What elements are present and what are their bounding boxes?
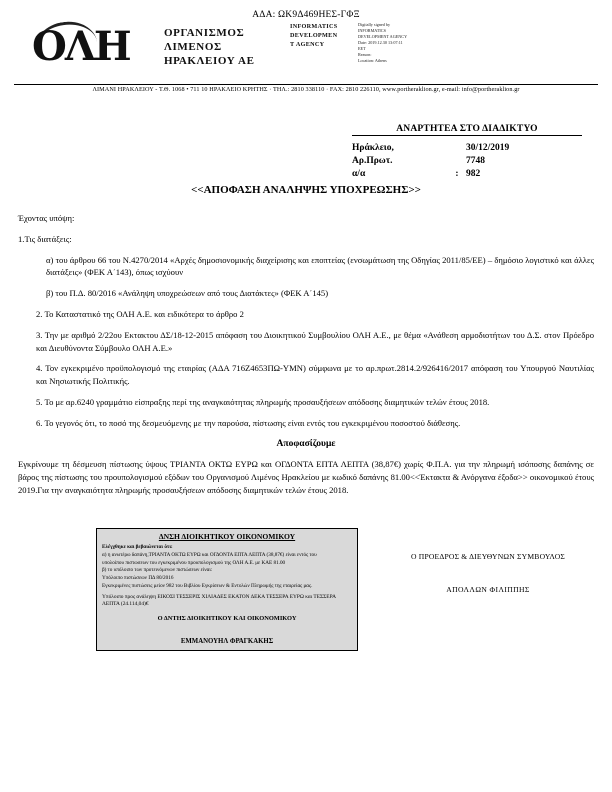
date-label: Ηράκλειο, bbox=[352, 143, 394, 153]
serial-value: 982 bbox=[466, 169, 481, 179]
organization-logo bbox=[32, 22, 172, 80]
header-row-serial bbox=[352, 169, 582, 179]
body-final-paragraph: Εγκρίνουμε τη δέσμευση πίστωσης ύψους ΤΡΙΑΝΤΑ ΟΚΤΩ ΕΥΡΩ και ΟΓΔΟΝΤΑ ΕΠΤΑ ΛΕΠΤΑ (38,87€) χωρίς Φ.Π.Α. για την πληρωμή ισόποσης δαπάνης σε βάρος της πίστωσης του προυπολογισμού εξόδων του Οργανισμού Λιμένος Ηρακλείου με κωδικό δαπάνης 81.00<<Έκτακτα & Ανόργανα έξοδα>> οικονομικού έτους 2019.Για την αναγκαιότητα πληρωμής προσαυξήσεων απόδοσης διαμητικών τελών έτους 2018. bbox=[18, 459, 594, 495]
signature-line-1: Digitally signed by bbox=[358, 22, 391, 27]
stamp-signatory-role: Ο ΔΝΤΗΣ ΔΙΟΙΚΗΤΙΚΟΥ ΚΑΙ ΟΙΚΟΝΟΜΙΚΟΥ bbox=[157, 614, 297, 622]
stamp-signatory-name: ΕΜΜΑΝΟΥΗΛ ΦΡΑΓΚΑΚΗΣ bbox=[180, 637, 274, 645]
signature-line-6: Reason: bbox=[358, 52, 372, 57]
body-intro: Έχοντας υπόψη: bbox=[18, 213, 75, 223]
page-title: <<ΑΠΟΦΑΣΗ ΑΝΑΛΗΨΗΣ ΥΠΟΧΡΕΩΣΗΣ>> bbox=[191, 184, 421, 196]
body-item-6: 6. Το γεγονός ότι, το ποσό της δεσμευόμενης με την παρούσα, πίστωσης είναι εντός του εγκεκριμένου ποσοστού διάθεσης. bbox=[36, 417, 461, 428]
header-row-date bbox=[352, 143, 582, 153]
signatory-role: Ο ΠΡΟΕΔΡΟΣ & ΔΙΕΥΘΥΝΩΝ ΣΥΜΒΟΥΛΟΣ bbox=[410, 552, 566, 561]
letterhead-contact-info: ΛΙΜΑΝΙ ΗΡΑΚΛΕΙΟΥ - Τ.Θ. 1068 • 711 10 ΗΡΑΚΛΕΙΟ ΚΡΗΤΗΣ · ΤΗΛ.: 2810 338110 · FAX: 2810 226110, www.portheraklion.gr, e-mail: info@portheraklion.gr bbox=[92, 86, 520, 93]
letterhead-divider bbox=[14, 84, 598, 85]
body-item-1a: α) του άρθρου 66 του Ν.4270/2014 «Αρχές δημοσιονομικής διαχείρισης και εποπτείας (ενσωμάτωση της Οδηγίας 2011/85/ΕΕ) – δημόσιο λογιστικό και άλλες διατάξεις» (ΦΕΚ Α΄143), όπως ισχύουν bbox=[46, 254, 594, 278]
signatory-name: ΑΠΟΛΛΩΝ ΦΙΛΙΠΠΗΣ bbox=[446, 585, 530, 594]
approval-stamp-box bbox=[96, 528, 358, 651]
ada-code: ΑΔΑ: ΩΚ9Δ469ΗΕΣ-ΓΦΞ bbox=[252, 10, 360, 20]
header-rows bbox=[352, 143, 582, 179]
protocol-label: Αρ.Πρωτ. bbox=[352, 156, 393, 166]
serial-separator: : bbox=[455, 169, 459, 179]
signature-line-4: Date: 2019.12.30 13:07:11 bbox=[358, 40, 403, 45]
organization-name bbox=[164, 26, 255, 68]
signature-line-7: Location: Athens bbox=[358, 58, 387, 63]
signature-line-3: DEVELOPMENT AGENCY bbox=[358, 34, 408, 39]
date-separator bbox=[448, 143, 466, 153]
signing-agency-name bbox=[290, 22, 338, 49]
protocol-separator bbox=[448, 156, 466, 166]
stamp-title: ΔΝΣΗ ΔΙΟΙΚΗΤΙΚΟΥ ΟΙΚΟΝΟΜΙΚΟΥ bbox=[158, 532, 296, 541]
agency-en-line-1: INFORMATICS bbox=[290, 23, 338, 30]
document-header-block bbox=[352, 124, 582, 182]
date-value: 30/12/2019 bbox=[466, 143, 510, 153]
org-name-line-1: ΟΡΓΑΝΙΣΜΟΣ bbox=[164, 27, 245, 39]
digital-signature-details bbox=[358, 22, 478, 64]
signature-line-5: EET bbox=[358, 46, 366, 51]
logo-glyph: ΟΛΗ bbox=[32, 23, 130, 70]
stamp-line-2: υπολοίπου πιστωσεων του εγκεκριμένου προυπολογισμού της ΟΛΗ Α.Ε. με ΚΑΕ 81.00 bbox=[102, 559, 286, 566]
stamp-line-3: β) το υπόλοιπο των προτεινόμενων πιστώσεων είναι: bbox=[102, 567, 213, 574]
decision-heading: Αποφασίζουμε bbox=[276, 438, 336, 449]
publication-notice: ΑΝΑΡΤΗΤΕΑ ΣΤΟ ΔΙΑΔΙΚΤΥΟ bbox=[352, 124, 582, 136]
body-item-1: 1.Τις διατάξεις: bbox=[18, 233, 72, 244]
document-body bbox=[18, 212, 594, 505]
org-name-line-3: ΗΡΑΚΛΕΙΟΥ ΑΕ bbox=[164, 55, 255, 67]
stamp-subtitle: Ελέγχθηκε και βεβαιώνεται ότι: bbox=[102, 544, 173, 550]
stamp-line-4: Υπόλοιπο πιστώσεων ΠΔ 80/2016 bbox=[102, 575, 174, 582]
body-item-2: 2. Το Καταστατικό της ΟΛΗ Α.Ε. και ειδικότερα το άρθρο 2 bbox=[36, 308, 244, 319]
agency-en-line-3: T AGENCY bbox=[290, 41, 325, 48]
agency-en-line-2: DEVELOPMEN bbox=[290, 32, 338, 39]
body-item-5: 5. Το με αρ.6240 γραμμάτιο είσπραξης περί της αναγκαιότητας πληρωμής προσαυξήσεων απόδοσης διαμητικών τελών έτους 2018. bbox=[36, 396, 490, 407]
body-item-3: 3. Την με αριθμό 2/22ου Εκτακτου ΔΣ/18-12-2015 απόφαση του Διοικητικού Συμβουλίου ΟΛΗ Α.Ε., με θέμα «Ανάθεση αρμοδιοτήτων του Δ.Σ. στον Πρόεδρο και Διευθύνοντα Σύμβουλο ΟΛΗ Α.Ε.» bbox=[36, 329, 594, 353]
stamp-line-5: Εγκεκριμένες πιστώσεις μείον 982 του Βιβλίου Εγκρίσεων & Εντολών Πληρωμής της εταιρείας μας. bbox=[102, 582, 313, 589]
serial-label: α/α bbox=[352, 169, 366, 179]
body-item-4: 4. Τον εγκεκριμένο προϋπολογισμό της εταιρίας (ΑΔΑ 716Ζ4653ΠΩ-ΥΜΝ) σύμφωνα με το αρ.πρωτ.2814.2/926416/2017 απόφαση του Υπουργού Ναυτιλίας και Νησιωτικής Πολιτικής. bbox=[36, 363, 594, 387]
signature-line-2: INFORMATICS bbox=[358, 28, 386, 33]
stamp-remaining-amount: Υπόλοιπο προς ανάληψη ΕΙΚΟΣΙ ΤΕΣΣΕΡΙΣ ΧΙΛΙΑΔΕΣ ΕΚΑΤΟΝ ΔΕΚΑ ΤΕΣΣΕΡΑ ΕΥΡΩ και ΤΕΣΣΕΡΑ ΛΕΠΤΑ (24.114,04)€ bbox=[102, 594, 336, 608]
signature-block bbox=[378, 552, 598, 594]
letterhead bbox=[14, 22, 598, 94]
header-row-protocol bbox=[352, 156, 582, 166]
org-name-line-2: ΛΙΜΕΝΟΣ bbox=[164, 41, 222, 53]
protocol-value: 7748 bbox=[466, 156, 485, 166]
stamp-body bbox=[102, 552, 352, 590]
stamp-line-1: α) η ανωτέρω δαπάνη,ΤΡΙΑΝΤΑ ΟΚΤΩ ΕΥΡΩ και ΟΓΔΟΝΤΑ ΕΠΤΑ ΛΕΠΤΑ (38,87€) είναι εντός του bbox=[102, 552, 317, 558]
body-item-1b: β) του Π.Δ. 80/2016 «Ανάληψη υποχρεώσεων από τους Διατάκτες» (ΦΕΚ Α΄145) bbox=[46, 288, 329, 299]
